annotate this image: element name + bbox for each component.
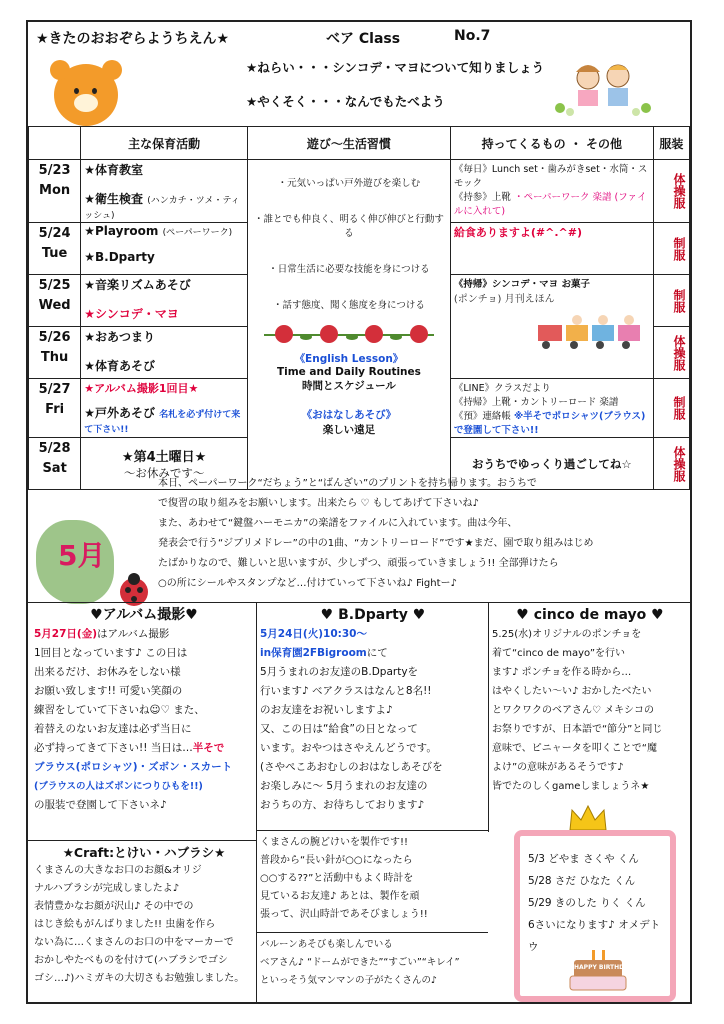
date-cell: 5/25 Wed <box>29 275 81 327</box>
train-illustration <box>534 311 654 351</box>
promise-text: ★やくそく・・・なんでもたべよう <box>246 94 445 109</box>
bring-cell: 《持帰》シンコデ・マヨ お菓子 (ポンチョ) 月刊えほん <box>450 275 653 379</box>
ladybug-icon <box>114 570 154 610</box>
clothes-cell: 制服 <box>653 223 689 275</box>
date-cell: 5/28 Sat <box>29 438 81 490</box>
bear-face-illustration <box>54 64 118 126</box>
bring-cell: おうちでゆっくり過ごしてね☆ <box>450 438 653 490</box>
clock-section: くまさんの腕どけいを製作です!! 普段から“長い針が○○になったら ○○する??”と活動中もよく時計を 見ているお友達♪ あとは、製作を頑 張って、沢山時計であそびましょう!! <box>260 837 428 920</box>
activity-cell: ★おあつまり ★体育あそび <box>81 327 248 379</box>
table-row <box>29 160 690 223</box>
ohanashi-title: 《おはなしあそび》 <box>301 409 397 421</box>
english-lesson-title: 《English Lesson》 <box>294 353 404 365</box>
divider <box>256 602 257 1002</box>
school-name: ★きたのおおぞらようちえん★ <box>36 31 230 47</box>
cake-text: HAPPY BIRTHDAY <box>574 964 633 971</box>
play-header: 遊び～生活習慣 <box>247 127 450 160</box>
month-label: 5月 <box>58 539 106 572</box>
activity-cell: ★第4土曜日★ ～お休みです～ <box>81 438 248 490</box>
play-cell: ・元気いっぱい戸外遊びを楽しむ ・誰とでも仲良く、明るく伸び伸びと行動する ・日常生活に必要な技能を身につける ・話す態度、聞く態度を身につける 《English Lesson》 Time and Daily Routines 時間とスケジュール 《おはなしあそび》 楽しい遠足 <box>247 160 450 490</box>
activity-cell: ★アルバム撮影1回目★ ★戸外あそび 名札を必ず付けて来て下さい!! <box>81 379 248 438</box>
notice-text: 本日、ペーパーワーク“だちょう”と“ばんざい”のプリントを持ち帰ります。おうちで で復習の取り組みをお願いします。出来たら ♡ もしてあげて下さいね♪ また、あわせて“鍵盤ハーモニカ”の楽譜をファイルに入れています。曲は今年、 発表会で行う“ジブリメドレー”の中の1曲、“カントリーロード”です★まだ、園で取り組みはじめ たばかりなので、難しいと思いますが、少しずつ、頑張っていきましょう!! 全部弾けたら ○の所にシールやスタンプなど…付けていって下さいね♪ Fightー♪ <box>158 478 594 589</box>
bring-cell: 《LINE》クラスだより 《持帰》上靴・カントリーロード 楽譜 《預》連絡帳 ※半そでポロシャツ(ブラウス)で登園して下さい!! <box>450 379 653 438</box>
children-illustration <box>548 58 658 118</box>
crown-icon <box>568 804 608 832</box>
clothes-header: 服装 <box>653 127 689 160</box>
activity-cell: ★体育教室 ★衛生検査 (ハンカチ・ツメ・ティッシュ) <box>81 160 248 223</box>
date-cell: 5/24 Tue <box>29 223 81 275</box>
date-header <box>29 127 81 160</box>
bring-cell: 《毎日》Lunch set・歯みがきset・水筒・スモック 《持参》上靴 ・ペーパーワーク 楽譜 (ファイルに入れて) <box>450 160 653 223</box>
newsletter-page <box>26 20 692 1004</box>
bdparty-section: ♥ B.Dparty ♥ 5月24日(火)10:30～ in保育園2FBigroomにて 5月うまれのお友達のB.Dpartyを 行います♪ ベアクラスはなんと8名!! のお友達をお祝いしますよ♪ 又、この日は“給食”の日となって います。おやつはさやえんどうです。 (さやぺこあおむしのおはなしあそびを お楽しみに～ 5月うまれのお友達の おうちの方、お待ちしております♪ <box>260 606 486 815</box>
cinco-title: ♥ cinco de mayo ♥ <box>516 607 664 623</box>
birthday-cake-icon <box>568 950 628 994</box>
album-title: ♥アルバム撮影♥ <box>90 607 198 623</box>
divider <box>28 840 256 841</box>
divider <box>28 602 690 603</box>
craft-title: ★Craft:とけい・ハブラシ★ <box>62 845 226 860</box>
date-cell: 5/26 Thu <box>29 327 81 379</box>
bring-cell: 給食ありますよ(#^.^#) <box>450 223 653 275</box>
clothes-cell: 制服 <box>653 275 689 327</box>
date-cell: 5/23 Mon <box>29 160 81 223</box>
activity-header: 主な保育活動 <box>81 127 248 160</box>
date-cell: 5/27 Fri <box>29 379 81 438</box>
cinco-section: ♥ cinco de mayo ♥ 5.25(水)オリジナルのポンチョを 着て“cinco de mayo”を行い ます♪ ポンチョを作る時から… はやくしたい～い♪ おかしたべたい とワクワクのベアさん♡ メキシコの お祭りですが、日本語で“節分”と同じ 意味で、ピニャータを叩くことで“魔 よけ”の意味があるそうです♪ 皆でたのしくgameしましょうネ★ <box>492 606 688 796</box>
clothes-cell: 体操服 <box>653 160 689 223</box>
bdparty-title: ♥ B.Dparty ♥ <box>320 607 426 623</box>
weekly-schedule-table <box>28 126 690 490</box>
activity-cell: ★音楽リズムあそび ★シンコデ・マヨ <box>81 275 248 327</box>
class-name: ベア Class <box>326 31 401 47</box>
bring-header: 持ってくるもの ・ その他 <box>450 127 653 160</box>
balloon-section: バルーンあそびも楽しんでいる ベアさん♪ “ドームができた”“すごい”“キレイ” といっそう気マンマンの子がたくさんの♪ <box>260 939 460 986</box>
activity-cell: ★Playroom (ぺーパーワーク) ★B.Dparty <box>81 223 248 275</box>
roses-illustration <box>254 321 444 347</box>
clothes-cell: 体操服 <box>653 327 689 379</box>
divider <box>488 602 489 832</box>
aim-text: ★ねらい・・・シンコデ・マヨについて知りましょう <box>246 60 545 75</box>
issue-number: No.7 <box>454 28 491 44</box>
clothes-cell: 体操服 <box>653 438 689 490</box>
clothes-cell: 制服 <box>653 379 689 438</box>
birthday-list: 5/3 どやま さくや くん 5/28 さだ ひなた くん 5/29 きのした りく くん 6さいになります♪ オメデトウ <box>528 853 661 953</box>
table-header-row <box>29 127 690 160</box>
divider <box>256 932 488 933</box>
divider <box>256 830 488 831</box>
album-section: ♥アルバム撮影♥ 5月27日(金)はアルバム撮影 1回目となっています♪ この日は 出来るだけ、お休みをしない様 お願い致します!! 可愛い笑顔の 練習をしていて下さいね☺♡ また、 着替えのないお友達は必ず当日に 必ず持ってきて下さい!! 当日は…半そで ブラウス(ポロシャツ)・ズボン・スカート (ブラウスの人はズボンにつりひもを!!) の服装で登園して下さいネ♪ <box>34 606 254 815</box>
craft-section: ★Craft:とけい・ハブラシ★ くまさんの大きなお口のお顔&オリジ ナルハブラシが完成しましたよ♪ 表情豊かなお顔が沢山♪ その中での はじき絵もがんばりました!! 虫歯を作ら ない為に…くまさんのお口の中をマーカーで おかしやたべものを付けて(ハブラシでゴシ ゴシ…♪)ハミガキの大切さもお勉強しました。 <box>34 844 254 988</box>
